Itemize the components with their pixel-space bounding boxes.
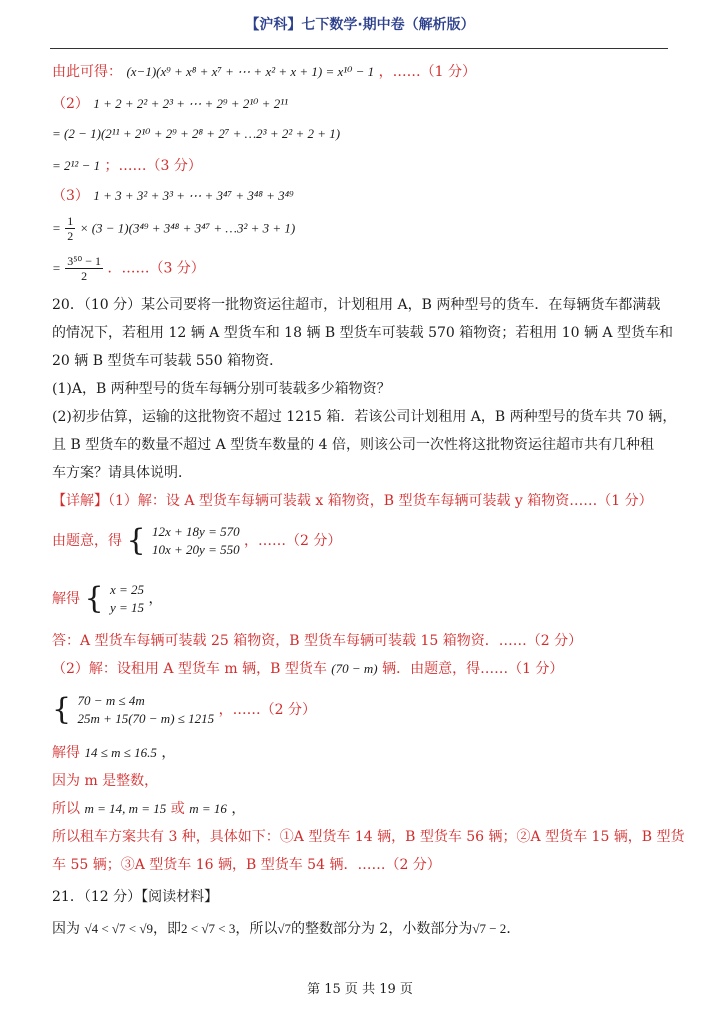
line-part2-start (52, 94, 288, 114)
equals-sign: = (52, 260, 61, 276)
m-values: m = 14, m = 15 (84, 801, 167, 816)
solution-system-1 (52, 523, 341, 559)
part2-setup-text: （2）解：设租用 A 型货车 m 辆，B 型货车 (52, 661, 332, 677)
fraction-result (65, 254, 103, 283)
inequality-2: 25m + 15(70 − m) ≤ 1215 (77, 711, 215, 726)
solution-system-result (52, 581, 163, 617)
page-number: 第 15 页 共 19 页 (307, 982, 413, 997)
line-part3-step (52, 214, 295, 243)
equation-2: 10x + 20y = 550 (152, 542, 240, 557)
solution-intro: 【详解】（1）解：设 A 型货车每辆可装载 x 箱物资，B 型货车每辆可装载 y 箱物资……（1 分） (52, 493, 653, 509)
line-part2-result (52, 156, 202, 176)
value-y: y = 15 (110, 600, 145, 615)
bounds-inequality: 2 < √7 < 3 (181, 921, 236, 936)
score-note: ，……（2 分） (218, 702, 316, 718)
solution-range (52, 743, 175, 763)
reading-text-3: ，所以 (235, 921, 278, 937)
reading-text-2: ，即 (153, 921, 182, 937)
solution-plans-line1: 所以租车方案共有 3 种，具体如下：①A 型货车 14 辆，B 型货车 56 辆；②A 型货车 15 辆，B 型货 (52, 829, 685, 845)
or-word: 或 (170, 801, 185, 817)
part2-setup-expr: (70 − m) (331, 661, 378, 676)
score-note: ，……（1 分） (378, 64, 476, 80)
sqrt-seven: √7 (277, 921, 291, 936)
sqrt-inequality: √4 < √7 < √9 (84, 921, 154, 936)
q20-subquestion-2-line3: 车方案？请具体说明． (52, 465, 192, 481)
line-part3-result (52, 254, 205, 283)
part3-sum: 1 + 3 + 3² + 3³ + ⋯ + 3⁴⁷ + 3⁴⁸ + 3⁴⁹ (93, 188, 294, 203)
left-brace-icon: { (52, 692, 72, 727)
fraction-denominator: 2 (81, 269, 88, 283)
value-x: x = 25 (110, 582, 145, 597)
solution-answer-1: 答：A 型货车每辆可装载 25 箱物资，B 型货车每辆可装载 15 箱物资．……（2 分） (52, 633, 583, 649)
q20-statement-line3: 20 辆 B 型货车可装载 550 箱物资． (52, 353, 284, 369)
score-note: ，……（2 分） (244, 533, 342, 549)
equals-sign: = (52, 220, 61, 236)
comma: ， (231, 801, 246, 817)
q20-subquestion-1: (1)A，B 两种型号的货车每辆分别可装载多少箱物资？ (52, 381, 391, 397)
fraction-numerator: 3⁵⁰ − 1 (67, 254, 101, 268)
solution-integer-note: 因为 m 是整数， (52, 773, 159, 789)
q20-statement-line1: 20．（10 分）某公司要将一批物资运往超市，计划租用 A，B 两种型号的货车．在每辆货车都满载 (52, 297, 661, 313)
q20-statement-line2: 的情况下，若租用 12 辆 A 型货车和 18 辆 B 型货车可装载 570 箱物资；若租用 10 辆 A 型货车和 (52, 325, 673, 341)
equation-system (152, 523, 240, 559)
comma: ， (148, 591, 163, 607)
part2-sum: 1 + 2 + 2² + 2³ + ⋯ + 2⁹ + 2¹⁰ + 2¹¹ (93, 96, 289, 111)
solution-inequality-system (52, 692, 316, 728)
reading-text-1: 因为 (52, 921, 80, 937)
part2-setup-text-end: 辆．由题意，得……（1 分） (377, 661, 564, 677)
conclusion-formula: (x−1)(x⁹ + x⁸ + x⁷ + ⋯ + x² + x + 1) = x¹⁰ − 1 (126, 64, 375, 79)
fraction-half (65, 214, 75, 243)
left-brace-icon: { (126, 523, 146, 558)
part2-label: （2） (52, 96, 89, 112)
fraction-denominator: 2 (67, 229, 74, 243)
document-header-title: 【沪科】七下数学·期中卷（解析版） (245, 17, 475, 33)
range-expr: 14 ≤ m ≤ 16.5 (84, 745, 157, 760)
solution-values-m (52, 799, 245, 819)
system-label: 由题意，得 (52, 533, 122, 549)
line-conclusion-1 (52, 62, 476, 82)
score-note: ；……（3 分） (104, 158, 202, 174)
part2-factorization: = (2 − 1)(2¹¹ + 2¹⁰ + 2⁹ + 2⁸ + 2⁷ + …2³ + 2² + 2 + 1) (52, 126, 341, 141)
q21-title: 21．（12 分）【阅读材料】 (52, 889, 219, 905)
line-part2-step (52, 124, 340, 144)
part3-factorization: × (3 − 1)(3⁴⁹ + 3⁴⁸ + 3⁴⁷ + …3² + 3 + 1) (79, 220, 296, 236)
solve-label: 解得 (52, 745, 80, 761)
solution-values (110, 581, 144, 617)
equation-1: 12x + 18y = 570 (152, 524, 240, 539)
header-divider (50, 48, 668, 49)
therefore-label: 所以 (52, 801, 80, 817)
comma: ， (161, 745, 176, 761)
solution-part2-intro (52, 659, 563, 679)
solve-label: 解得 (52, 591, 80, 607)
part2-result: = 2¹² − 1 (52, 158, 101, 173)
solution-plans-line2: 车 55 辆；③A 型货车 16 辆，B 型货车 54 辆．……（2 分） (52, 857, 441, 873)
m-value-last: m = 16 (189, 801, 227, 816)
q20-subquestion-2-line2: 且 B 型货车的数量不超过 A 型货车数量的 4 倍，则该公司一次性将这批物资运往超市共有几种租 (52, 437, 655, 453)
inequality-1: 70 − m ≤ 4m (77, 693, 145, 708)
reading-text-4: 的整数部分为 2，小数部分为 (290, 921, 473, 937)
inequality-system (78, 692, 215, 728)
conclusion-label: 由此可得： (52, 64, 122, 80)
fractional-part-expr: √7 − 2 (472, 921, 507, 936)
line-part3-start (52, 186, 294, 206)
left-brace-icon: { (84, 581, 104, 616)
q21-reading-material (52, 919, 520, 939)
q20-subquestion-2-line1: (2)初步估算，运输的这批物资不超过 1215 箱．若该公司计划租用 A，B 两种型号的货车共 70 辆， (52, 409, 677, 425)
reading-text-5: ． (506, 921, 521, 937)
score-note: ．……（3 分） (107, 260, 205, 277)
fraction-numerator: 1 (67, 214, 74, 228)
part3-label: （3） (52, 188, 89, 204)
